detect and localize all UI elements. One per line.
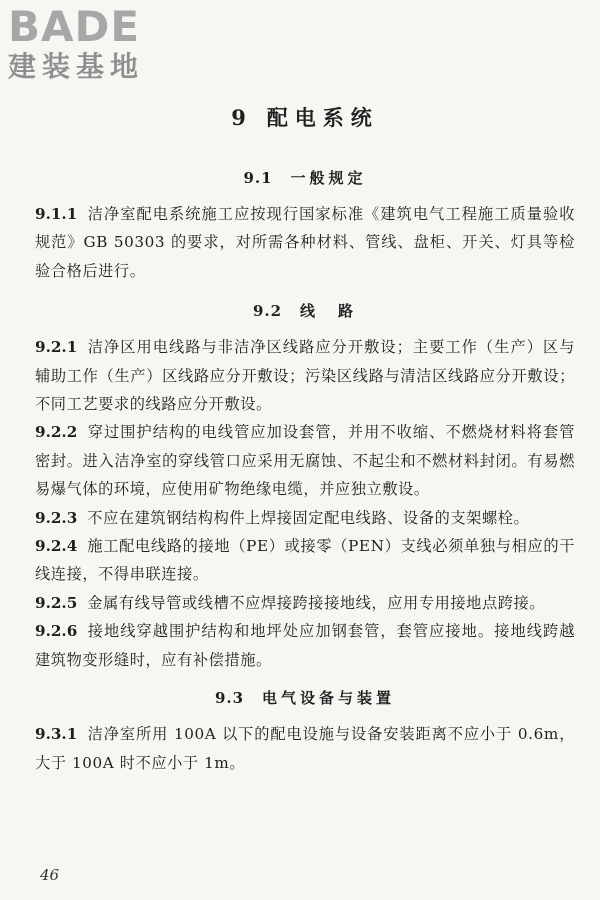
section-title xyxy=(35,164,575,192)
clause-number: 9.2.2 xyxy=(35,423,78,442)
clause-number: 9.3.1 xyxy=(35,725,78,744)
chapter-title xyxy=(35,98,575,138)
section-number: 9.2 xyxy=(252,302,283,321)
clause-number: 9.2.6 xyxy=(35,622,78,641)
clause-number: 9.2.4 xyxy=(35,537,78,556)
section-title xyxy=(35,684,575,712)
clause-text: 施工配电线路的接地（PE）或接零（PEN）支线必须单独与相应的干线连接，不得串联连接。 xyxy=(35,537,575,584)
clause xyxy=(35,504,575,532)
clause xyxy=(35,617,575,674)
section-number: 9.3 xyxy=(214,689,245,708)
chapter-title-text: 配电系统 xyxy=(266,105,379,130)
page-number: 46 xyxy=(40,866,60,884)
clause-number: 9.2.1 xyxy=(35,338,78,357)
clause xyxy=(35,418,575,503)
logo-chinese-text: 建装基地 xyxy=(8,50,145,83)
clause-number: 9.2.5 xyxy=(35,593,78,612)
clause-text: 穿过围护结构的电线管应加设套管，并用不收缩、不燃烧材料将套管密封。进入洁净室的穿线管口应采用无腐蚀、不起尘和不燃材料封闭。有易燃易爆气体的环境，应使用矿物绝缘电缆，并应独立敷设。 xyxy=(35,423,575,499)
clause-text: 接地线穿越围护结构和地坪处应加钢套管，套管应接地。接地线跨越建筑物变形缝时，应有补偿措施。 xyxy=(35,622,575,669)
clause xyxy=(35,200,575,285)
clause xyxy=(35,333,575,418)
clause-number: 9.2.3 xyxy=(35,508,78,527)
clause xyxy=(35,532,575,589)
clause xyxy=(35,720,575,777)
logo-wordmark: BADE xyxy=(8,2,141,51)
document-body xyxy=(35,98,575,777)
section-title-text: 线 路 xyxy=(300,302,358,321)
clause-text: 洁净室配电系统施工应按现行国家标准《建筑电气工程施工质量验收规范》GB 50303 的要求，对所需各种材料、管线、盘柜、开关、灯具等检验合格后进行。 xyxy=(35,205,575,280)
chapter-number: 9 xyxy=(231,105,253,130)
section-title xyxy=(35,297,575,325)
clause-text: 洁净室所用 100A 以下的配电设施与设备安装距离不应小于 0.6m，大于 100A 时不应小于 1m。 xyxy=(35,725,575,772)
clause xyxy=(35,589,575,617)
logo xyxy=(8,4,183,84)
clause-number: 9.1.1 xyxy=(35,205,78,223)
clause-text: 金属有线导管或线槽不应焊接跨接接地线，应用专用接地点跨接。 xyxy=(87,593,546,612)
section-title-text: 一般规定 xyxy=(290,169,367,187)
clause-text: 不应在建筑钢结构构件上焊接固定配电线路、设备的支架螺栓。 xyxy=(87,508,530,527)
section-number: 9.1 xyxy=(243,169,273,187)
clause-text: 洁净区用电线路与非洁净区线路应分开敷设；主要工作（生产）区与辅助工作（生产）区线路应分开敷设；污染区线路与清洁区线路应分开敷设；不同工艺要求的线路应分开敷设。 xyxy=(35,338,575,414)
section-title-text: 电气设备与装置 xyxy=(262,689,396,708)
